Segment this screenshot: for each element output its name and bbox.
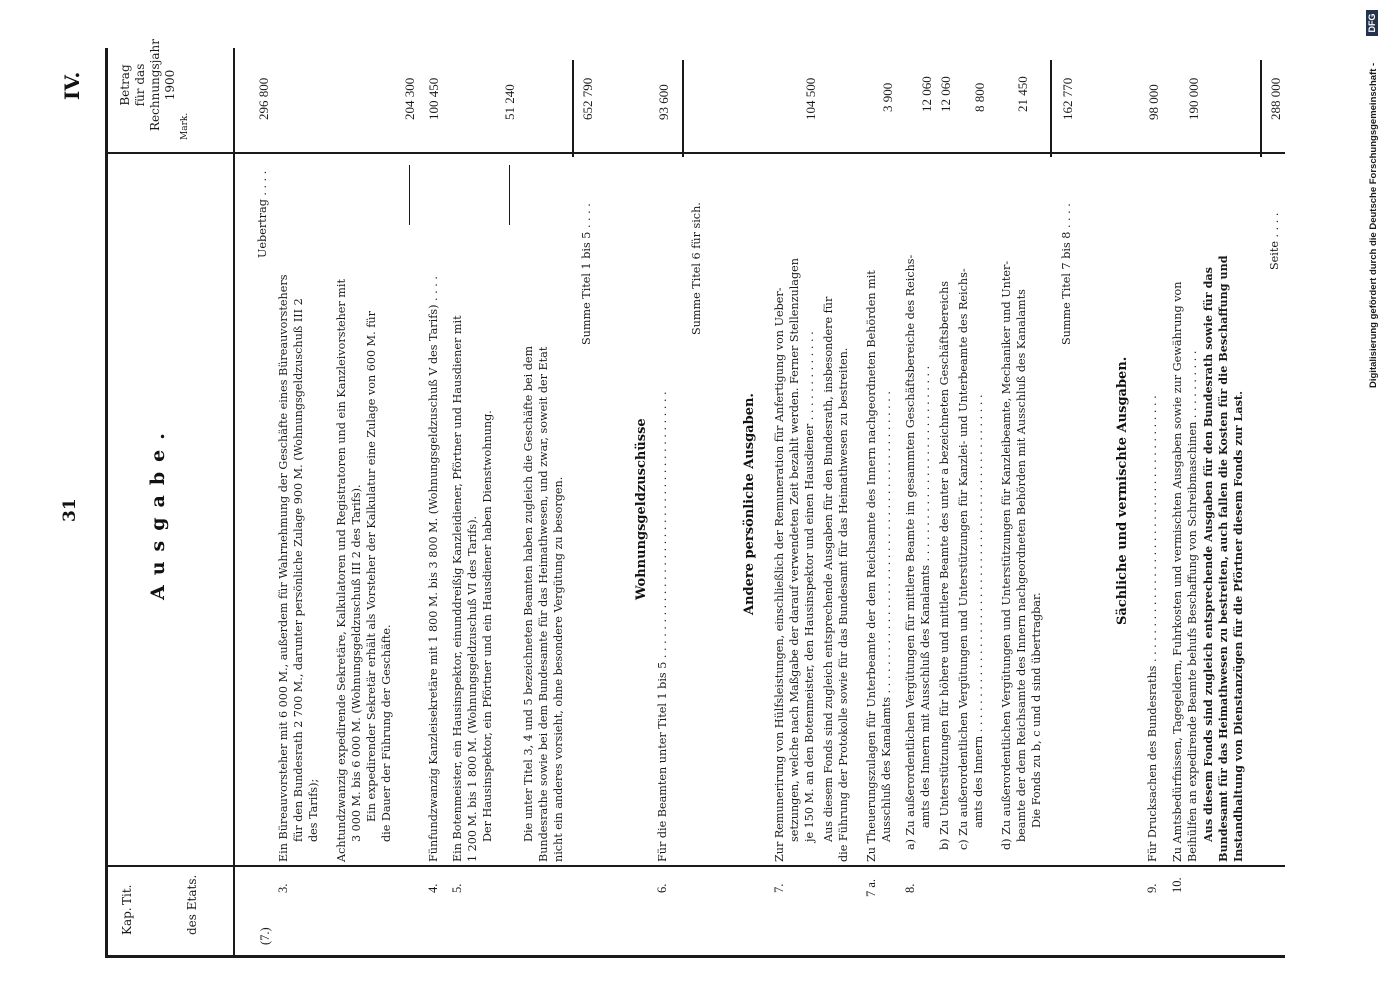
uebertrag-label: Uebertrag . . . .	[256, 170, 269, 258]
r7-line-2: setzungen, welche nach Maßgabe der darauf verwendeten Zeit bezahlt werden. Ferner Stellenzulagen	[788, 258, 801, 842]
header-des-etats: des Etats.	[185, 874, 199, 935]
sum-6-label: Summe Titel 6 für sich.	[690, 202, 703, 335]
amount-r8d: 21 450	[1015, 76, 1030, 112]
sum-line-6	[682, 60, 684, 157]
r5-line-1: Ein Botenmeister, ein Hausinspektor, einunddreißig Kanzleidiener, Pförtner und Hausdiener mit	[451, 315, 464, 862]
heading-wohnungsgeldzuschuesse: Wohnungsgeldzuschüsse	[634, 418, 649, 600]
amount-r7: 104 500	[803, 77, 818, 120]
r8d-line-3: Die Fonds zu b, c und d sind übertragbar.	[1030, 592, 1043, 828]
r10-line-1: Zu Amtsbedürfnissen, Tagegeldern, Fuhrkosten und vermischten Ausgaben sowie zur Gewährung von	[1171, 281, 1184, 862]
r5-line-3: Der Hausinspektor, ein Pförtner und ein Hausdiener haben Dienstwohnung.	[481, 410, 494, 842]
subtotal-line-2	[509, 165, 510, 225]
r10-line-3: Aus diesem Fonds sind zugleich entsprechende Ausgaben für den Bundesrath sowie für das	[1201, 267, 1215, 842]
r8d-line-1: d) Zu außerordentlichen Vergütungen und Unterstützungen für Kanzleibeamte, Mechaniker und Unter-	[1000, 260, 1013, 850]
section-number: IV.	[60, 71, 84, 100]
tit-7: 7.	[772, 883, 786, 893]
r3-line-2: für den Bundesrath 2 700 M., darunter persönliche Zulage 900 M. (Wohnungsgeldzuschuß III 2	[292, 298, 305, 842]
header-kap: Kap.	[120, 907, 134, 935]
page-title: Ausgabe.	[147, 423, 169, 600]
heading-saechliche-ausgaben: Sächliche und vermischte Ausgaben.	[1115, 356, 1130, 625]
r10-line-5: Instandhaltung von Dienstanzügen für die Pförtner diesem Fonds zur Last.	[1231, 391, 1245, 862]
r7a-line-1: Zu Theuerungszulagen für Unterbeamte der dem Reichsamte des Innern nachgeordneten Behörden mit	[865, 270, 878, 862]
amount-r6: 93 600	[656, 84, 671, 120]
seite-label: Seite . . . .	[1268, 212, 1281, 270]
r4-text: Fünfundzwanzig Kanzleisekretäre mit 1 800 M. bis 3 800 M. (Wohnungsgeldzuschuß V des Tarifs) . . . .	[427, 276, 440, 862]
r3b-line-1: Achtundzwanzig expedirende Sekretäre, Kalkulatoren und Registratoren und ein Kanzleivorsteher mit	[335, 279, 348, 862]
sum-7-8-label: Summe Titel 7 bis 8 . . . .	[1060, 203, 1073, 345]
header-amount-line-2: für das	[133, 63, 147, 107]
r8b-line-1: b) Zu Unterstützungen für höhere und mittlere Beamte des unter a bezeichneten Geschäftsbereichs	[938, 280, 951, 850]
r3-line-3: des Tarifs);	[307, 778, 320, 842]
amount-r8c: 8 800	[972, 82, 987, 112]
kap-number: (7.)	[258, 927, 272, 945]
tit-8: 8.	[903, 883, 917, 893]
header-amount	[118, 30, 193, 140]
tit-6: 6.	[655, 883, 669, 893]
r5-line-2: 1 200 M. bis 1 800 M. (Wohnungsgeldzuschuß VI des Tarifs).	[466, 515, 479, 862]
r7-line-3: je 150 M. an den Botenmeister, den Hausinspektor und einen Hausdiener . . . . . . . . . . . . .	[803, 331, 816, 842]
r9-text: Für Drucksachen des Bundesraths . . . . . . . . . . . . . . . . . . . . . . . . . . . . . . . . . . . . . .	[1146, 395, 1159, 862]
r3b-line-3: Ein expedirender Sekretär erhält als Vorsteher der Kalkulatur eine Zulage von 600 M. für	[365, 311, 378, 822]
amount-r8b: 12 060	[938, 76, 953, 112]
digitization-note: Digitalisierung gefördert durch die Deutsche Forschungsgemeinschaft -	[1368, 62, 1379, 388]
amount-column-divider-2	[105, 152, 1285, 154]
sum-line-1-5	[572, 60, 574, 157]
amount-r9: 98 000	[1146, 84, 1161, 120]
page-number: 31	[60, 498, 80, 522]
amount-r4: 100 450	[426, 77, 441, 120]
subtotal-line-1	[409, 165, 410, 225]
table-top-border	[105, 48, 108, 958]
r8c-line-1: c) Zu außerordentlichen Vergütungen und Unterstützungen für Kanzlei- und Unterbeamte des Reichs-	[957, 268, 970, 850]
header-amount-line-1: Betrag	[118, 64, 132, 106]
header-amount-unit: Mark.	[180, 112, 190, 140]
header-amount-line-3: Rechnungsjahr	[148, 39, 162, 131]
amount-sum-7-8: 162 770	[1060, 77, 1075, 120]
amount-r8a: 12 060	[919, 76, 934, 112]
tit-7a: 7 a.	[864, 878, 878, 897]
tit-3: 3.	[276, 883, 290, 893]
amount-sum-1-5: 652 790	[580, 77, 595, 120]
amount-column-divider	[233, 48, 235, 958]
r7a-line-2: Ausschluß des Kanalamts . . . . . . . . . . . . . . . . . . . . . . . . . . . . . . . . . . . . . . . . . . .	[880, 391, 893, 842]
heading-andere-ausgaben: Andere persönliche Ausgaben.	[742, 393, 757, 615]
r10-line-2: Beihülfen an expedirende Beamte behufs Beschaffung von Schreibmaschinen . . . . . . . . . .	[1186, 350, 1199, 862]
r7-line-1: Zur Remunerirung von Hülfsleistungen, einschließlich der Remuneration für Anfertigung von Ueber-	[773, 287, 786, 862]
sum-1-5-label: Summe Titel 1 bis 5 . . . .	[580, 203, 593, 345]
r5-note-line-3: nicht ein anderes vorsieht, ohne besondere Vergütung zu besorgen.	[552, 476, 565, 862]
r8d-line-2: beamte der dem Reichsamte des Innern nachgeordneten Behörden mit Ausschluß des Kanalamts	[1015, 289, 1028, 842]
amount-r3: 204 300	[402, 77, 417, 120]
sum-line-7-8	[1050, 60, 1052, 157]
amount-uebertrag: 296 800	[256, 77, 271, 120]
r6-text: Für die Beamten unter Titel 1 bis 5 . . . . . . . . . . . . . . . . . . . . . . . . . . . . . . . . . . . . . .	[656, 391, 669, 862]
r7-line-5: die Führung der Protokolle sowie für das Bundesamt für das Heimathwesen zu bestreiten.	[837, 347, 850, 862]
r10-line-4: Bundesamt für das Heimathwesen zu bestreiten, auch fallen die Kosten für die Beschaffung und	[1216, 255, 1230, 862]
amount-r5: 51 240	[502, 84, 517, 120]
r7-line-4: Aus diesem Fonds sind zugleich entsprechende Ausgaben für den Bundesrath, insbesondere für	[822, 296, 835, 842]
r5-note-line-1: Die unter Titel 3, 4 und 5 bezeichneten Beamten haben zugleich die Geschäfte bei dem	[522, 345, 535, 842]
r8a-line-1: a) Zu außerordentlichen Vergütungen für mittlere Beamte im gesammten Geschäftsbereiche des Reichs-	[904, 254, 917, 850]
dfg-logo: DFG	[1366, 10, 1378, 36]
tit-9: 9.	[1145, 883, 1159, 893]
r3-line-1: Ein Büreauvorsteher mit 6 000 M., außerdem für Wahrnehmung der Geschäfte eines Büreauvorstehers	[277, 274, 290, 862]
r8a-line-2: amts des Innern mit Ausschluß des Kanalamts . . . . . . . . . . . . . . . . . . . . . . . . . . . .	[919, 365, 932, 828]
r8c-line-2: amts des Innern . . . . . . . . . . . . . . . . . . . . . . . . . . . . . . . . . . . . . . . . . . . . . . . .	[972, 394, 985, 828]
header-amount-line-4: 1900	[163, 69, 177, 101]
r3b-line-4: die Dauer der Führung der Geschäfte.	[380, 624, 393, 842]
r3b-line-2: 3 000 M. bis 6 000 M. (Wohnungsgeldzuschuß III 2 des Tarifs).	[350, 484, 363, 842]
amount-r10: 190 000	[1186, 77, 1201, 120]
tit-4: 4.	[426, 883, 440, 893]
sum-line-seite	[1260, 60, 1262, 157]
header-tit: Tit.	[120, 884, 134, 905]
tit-5: 5.	[450, 883, 464, 893]
r5-note-line-2: Bundesrathe sowie bei dem Bundesamte für das Heimathwesen, und zwar, soweit der Etat	[537, 346, 550, 862]
header-divider	[105, 865, 1285, 867]
tit-10: 10.	[1170, 877, 1184, 893]
amount-r7a: 3 900	[880, 82, 895, 112]
amount-seite: 288 000	[1268, 77, 1283, 120]
table-bottom-border	[105, 955, 1285, 958]
